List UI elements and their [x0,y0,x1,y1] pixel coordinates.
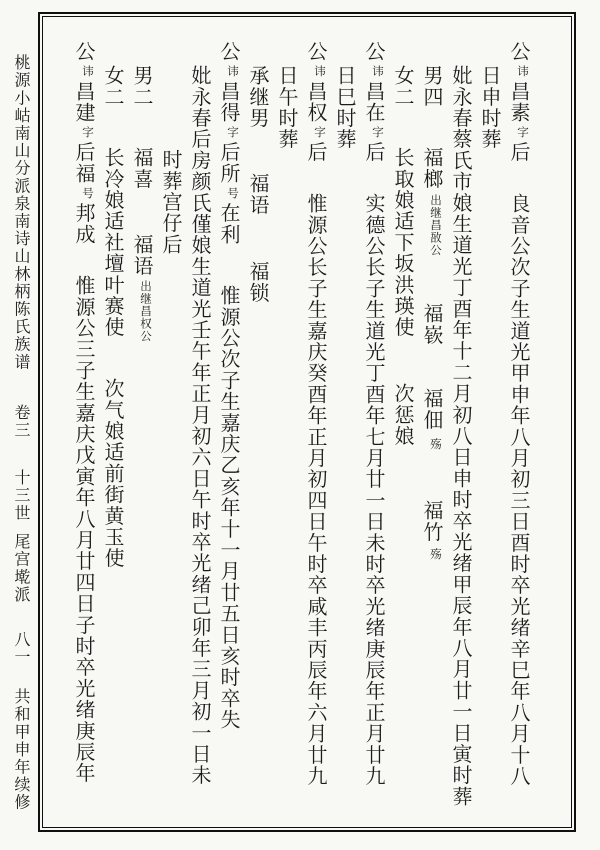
text-run: 在利 [217,202,241,245]
annotation-text-run: 字 [313,126,327,139]
text-run: 惟源公次子生嘉庆乙亥年十一月廿五日亥时卒失 [217,284,241,731]
text-run: 惟源公长子生嘉庆癸酉年正月初四日午时卒咸丰丙辰年六月廿九 [304,192,328,787]
text-run: 长冷娘适社壇叶赛使 [101,147,125,339]
text-run: 邦成 [72,202,96,245]
entry-changsu-sons [417,65,446,821]
annotation-text-run: 字 [226,126,240,139]
genealogy-text-columns [43,17,571,827]
text-run: 次惩娘 [391,383,415,447]
text-run: 公 [72,41,96,63]
annotation-text-run: 殇 [429,548,443,561]
page-border-frame [38,12,576,832]
text-run: 昌权 [304,80,328,124]
entry-changde-wife-burial [156,149,185,821]
text-run: 后 [362,141,386,163]
text-run: 福榔 [420,147,444,190]
entry-changjian-main [69,41,98,821]
page-inner-border [42,16,572,828]
entry-changsu-wife [446,65,475,821]
entry-changde-sons [127,65,156,821]
entry-changzai-main [359,41,388,821]
text-run: 日申时葬 [478,65,502,150]
text-run: 福佃 [420,387,444,431]
page-number: 八一 [12,631,31,667]
annotation-text-run: 讳 [226,65,240,78]
entry-changquan-main [301,41,330,821]
text-run: 昌得 [217,80,241,124]
text-run: 公 [362,41,386,63]
text-run: 妣永春后房颜氏僅娘生道光壬午年正月初六日午时卒光绪己卯年三月初一日未 [188,65,212,786]
text-run: 承继男 [246,65,270,129]
text-run: 女二 [391,65,415,108]
text-run: 公 [304,41,328,63]
text-run: 后福 [72,141,96,185]
text-run: 公 [217,41,241,63]
book-spine-info [2,10,40,844]
entry-changde-daughters [98,65,127,821]
text-run: 长取娘适下坂洪瑛使 [391,147,415,339]
text-run: 良音公次子生道光甲申年八月初三日酉时卒光绪辛巳年八月十八 [507,192,531,787]
text-run: 时葬宫仔后 [159,149,183,255]
annotation-text-run: 讳 [81,65,95,78]
volume-label: 卷三 [12,403,31,440]
text-run: 后所 [217,141,241,185]
annotation-text-run: 殇 [429,438,443,451]
text-run: 男四 [420,65,444,108]
text-run: 福语 [130,233,154,277]
text-run: 后 [304,141,328,163]
text-run: 昌在 [362,80,386,124]
text-run: 公 [507,41,531,63]
generation-label: 十三世 [12,469,31,522]
text-run: 福嵚 [420,303,444,346]
annotation-text-run: 讳 [371,65,385,78]
entry-changde-wife [185,65,214,821]
text-run: 妣永春蔡氏市娘生道光丁酉年十二月初八日申时卒光绪甲辰年八月廿一日寅时葬 [449,65,473,807]
text-run: 次气娘适前街黄玉使 [101,378,125,570]
text-run: 日巳时葬 [333,65,357,150]
annotation-text-run: 出继昌敔公 [429,193,443,257]
entry-changsu-burial [475,65,504,821]
text-run: 女二 [101,65,125,108]
edition-note: 共和甲申年续修 [12,688,31,812]
branch-label: 尾宫墘派 [12,532,31,604]
text-run: 福喜 [130,147,154,190]
entry-changsu-main [504,41,533,821]
annotation-text-run: 出继昌权公 [139,280,153,343]
entry-changzai-burial [330,65,359,821]
entry-changquan-heirs [243,65,272,821]
annotation-text-run: 号 [226,187,240,200]
text-run: 惟源公三子生嘉庆戊寅年八月廿四日子时卒光绪庚辰年 [72,274,96,784]
entry-changsu-daughters [388,65,417,821]
book-title: 桃源小岵南山分派泉南诗山林柄陈氏族谱 [12,54,31,371]
annotation-text-run: 字 [81,126,95,139]
text-run: 昌建 [72,80,96,124]
annotation-text-run: 字 [516,126,530,139]
annotation-text-run: 讳 [516,65,530,78]
annotation-text-run: 字 [371,126,385,139]
text-run: 日午时葬 [275,65,299,150]
text-run: 福锁 [246,261,270,304]
text-run: 实德公长子生道光丁酉年七月廿一日未时卒光绪庚辰年正月廿九 [362,192,386,787]
text-run: 福语 [246,172,270,216]
entry-changquan-burial [272,65,301,821]
entry-changde-main [214,41,243,821]
text-run: 昌素 [507,80,531,124]
annotation-text-run: 讳 [313,65,327,78]
text-run: 男二 [130,65,154,108]
text-run: 后 [507,141,531,163]
annotation-text-run: 号 [81,187,95,200]
text-run: 福竹 [420,499,444,543]
